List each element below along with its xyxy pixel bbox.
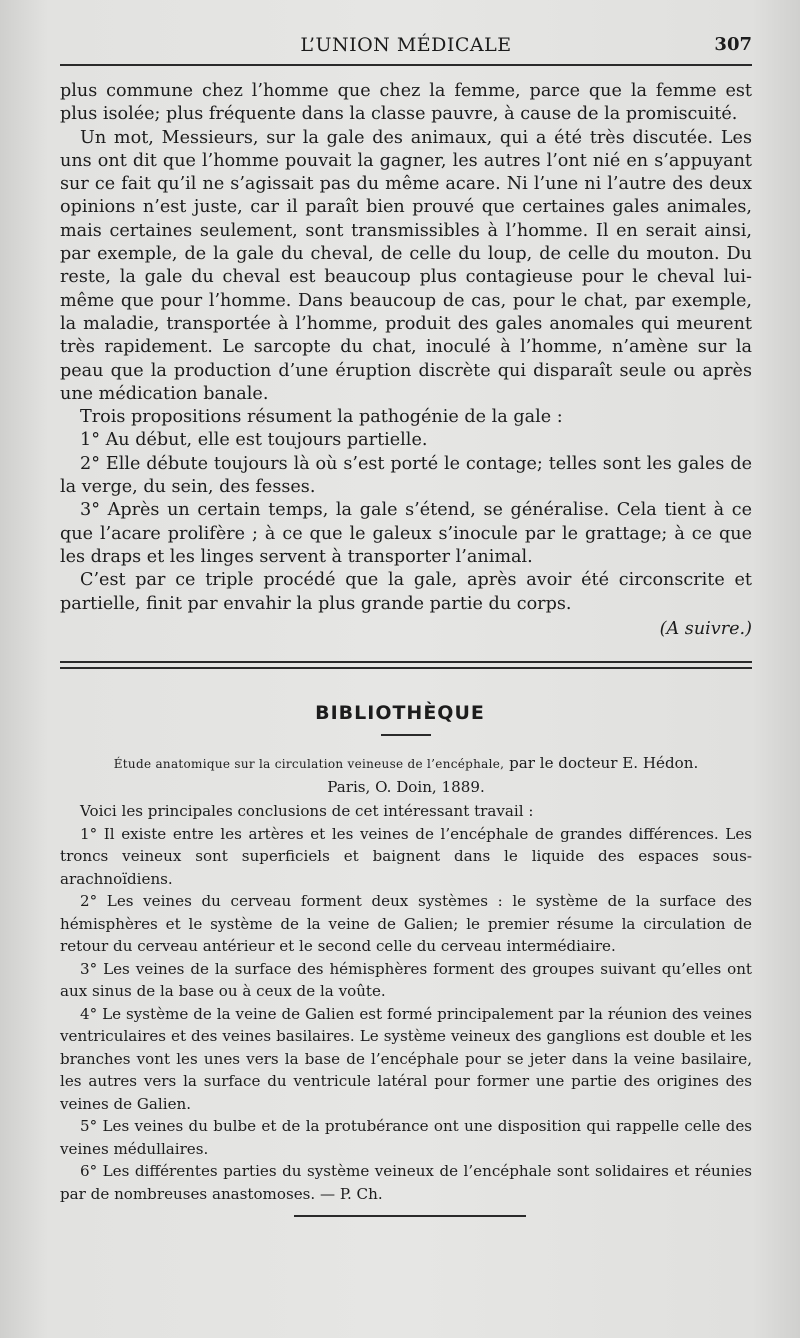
- page-number: 307: [714, 34, 752, 55]
- header-rule: [60, 64, 752, 66]
- running-header: [60, 34, 752, 62]
- paragraph: plus commune chez l’homme que chez la femme, parce que la femme est plus isolée; plus fréquente dans la classe pauvre, à cause de la promiscuité.: [60, 81, 752, 125]
- author-prefix: par le docteur: [509, 754, 618, 772]
- conclusion-item: 5° Les veines du bulbe et de la protubérance ont une disposition qui rappelle celle des veines médullaires.: [60, 1117, 752, 1158]
- section-divider-rule: [60, 667, 752, 669]
- paragraph: Trois propositions résument la pathogénie de la gale :: [80, 407, 563, 428]
- section-heading: BIBLIOTHÈQUE: [315, 702, 485, 724]
- end-rule: [294, 1215, 526, 1217]
- book-author: E. Hédon.: [622, 754, 699, 772]
- journal-title: L’UNION MÉDICALE: [300, 34, 512, 56]
- conclusion-item: 2° Les veines du cerveau forment deux systèmes : le système de la surface des hémisphères et le système de la veine de Galien; le premier résume la circulation de retour du cerveau antérieur et le second celle du cerveau intermédiaire.: [60, 892, 752, 955]
- book-publisher: Paris, O. Doin, 1889.: [327, 777, 485, 796]
- paragraph: Un mot, Messieurs, sur la gale des animaux, qui a été très discutée. Les uns ont dit que l’homme pouvait la gagner, les autres l’ont nié en s’appuyant sur ce fait qu’il ne s’agissait pas du même acare. Ni l’une ni l’autre des deux opinions n’est juste, car il paraît bien prouvé que certaines gales animales, mais certaines seulement, sont transmissibles à l’homme. Il en serait ainsi, par exemple, de la gale du cheval, de celle du loup, de celle du mouton. Du reste, la gale du cheval est beaucoup plus contagieuse pour le cheval lui-même que pour l’homme. Dans beaucoup de cas, pour le chat, par exemple, la maladie, transportée à l’homme, produit des gales anomales qui meurent très rapidement. Le sarcopte du chat, inoculé à l’homme, n’amène sur la peau que la production d’une éruption discrète qui disparaît seule ou après une médication banale.: [60, 127, 752, 404]
- paragraph: 2° Elle débute toujours là où s’est porté le contage; telles sont les gales de la verge, du sein, des fesses.: [60, 453, 752, 498]
- paragraph: 3° Après un certain temps, la gale s’étend, se généralise. Cela tient à ce que l’acare prolifère ; à ce que le galeux s’inocule par le grattage; à ce que les draps et les linges servent à transporter l’animal.: [60, 500, 752, 567]
- book-review: [60, 752, 752, 1205]
- article-continuation: [60, 80, 752, 641]
- conclusion-item: 1° Il existe entre les artères et les veines de l’encéphale de grandes différences. Les troncs veineux sont superficiels et baignent dans le liquide des espaces sous-arachnoïdiens.: [60, 824, 752, 888]
- conclusion-item: 6° Les différentes parties du système veineux de l’encéphale sont solidaires et réunies par de nombreuses anastomoses. — P. Ch.: [60, 1162, 752, 1203]
- review-intro: Voici les principales conclusions de cet intéressant travail :: [80, 802, 534, 820]
- conclusion-item: 3° Les veines de la surface des hémisphères forment des groupes suivant qu’elles ont aux sinus de la base ou à ceux de la voûte.: [60, 959, 752, 1000]
- paragraph: C’est par ce triple procédé que la gale, après avoir été circonscrite et partielle, finit par envahir la plus grande partie du corps.: [60, 570, 752, 614]
- paragraph: 1° Au début, elle est toujours partielle.: [80, 430, 428, 451]
- conclusion-item: 4° Le système de la veine de Galien est formé principalement par la réunion des veines ventriculaires et des veines basilaires. Le système veineux des ganglions est double et les branches vont les unes vers la base de l’encéphale pour se jeter dans la veine basilaire, les autres vers la surface du ventricule latéral pour former une partie des origines des veines de Galien.: [60, 1004, 752, 1113]
- book-title: Étude anatomique sur la circulation veineuse de l’encéphale,: [113, 757, 505, 771]
- book-reference: [60, 752, 752, 776]
- to-be-continued: (A suivre.): [659, 618, 752, 639]
- section-divider-rule: [60, 661, 752, 663]
- heading-underline: [381, 734, 431, 736]
